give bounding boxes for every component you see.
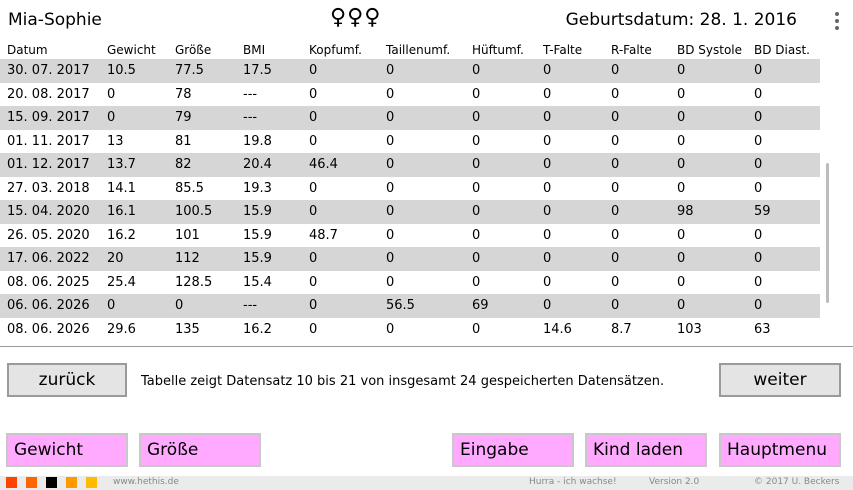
cell-r-fold: 0: [611, 227, 620, 243]
cell-height: 85.5: [175, 180, 204, 196]
cell-head: 0: [309, 106, 386, 130]
back-button[interactable]: zurück: [7, 363, 127, 397]
table-scrollbar[interactable]: [826, 163, 829, 303]
cell-bp-sys: 0: [677, 59, 754, 83]
cell-bp-dia: 63: [754, 321, 771, 337]
cell-r-fold: 8.7: [611, 321, 632, 337]
input-button[interactable]: Eingabe: [452, 433, 574, 467]
birthdate: Geburtsdatum: 28. 1. 2016: [565, 10, 797, 30]
cell-weight: 0: [107, 106, 175, 130]
cell-date: 17. 06. 2022: [0, 247, 107, 271]
cell-bp-sys: 98: [677, 200, 754, 224]
cell-waist: 56.5: [386, 294, 472, 318]
cell-date: 08. 06. 2026: [7, 321, 90, 337]
cell-date: 01. 11. 2017: [7, 133, 90, 149]
cell-t-fold: 0: [543, 294, 611, 318]
cell-head: 0: [309, 59, 386, 83]
cell-t-fold: 0: [543, 180, 552, 196]
cell-head: 0: [309, 200, 386, 224]
cell-bmi: 15.9: [243, 200, 309, 224]
cell-height: 77.5: [175, 59, 243, 83]
color-swatch: [66, 477, 77, 488]
cell-weight: 0: [107, 294, 175, 318]
cell-waist: 0: [386, 227, 395, 243]
col-head: Kopfumf.: [309, 42, 362, 57]
cell-bmi: ---: [243, 106, 309, 130]
cell-r-fold: 0: [611, 200, 677, 224]
cell-r-fold: 0: [611, 59, 677, 83]
cell-weight: 20: [107, 247, 175, 271]
vertical-dots-icon[interactable]: [833, 12, 841, 34]
cell-date: 26. 05. 2020: [7, 227, 90, 243]
table-header: [0, 40, 820, 59]
record-status: Tabelle zeigt Datensatz 10 bis 21 von insgesamt 24 gespeicherten Datensätzen.: [141, 374, 665, 389]
child-name: Mia-Sophie: [8, 10, 102, 30]
cell-hip: 0: [472, 227, 481, 243]
col-weight: Gewicht: [107, 42, 156, 57]
cell-date: 30. 07. 2017: [0, 59, 107, 83]
cell-t-fold: 0: [543, 153, 611, 177]
cell-waist: 0: [386, 247, 472, 271]
cell-weight: 13: [107, 133, 124, 149]
cell-head: 0: [309, 321, 318, 337]
cell-weight: 29.6: [107, 321, 136, 337]
cell-height: 79: [175, 106, 243, 130]
cell-height: 0: [175, 294, 243, 318]
cell-bp-dia: 0: [754, 227, 763, 243]
cell-bp-dia: 59: [754, 200, 820, 224]
cell-weight: 16.1: [107, 200, 175, 224]
cell-bp-dia: 0: [754, 294, 820, 318]
cell-hip: 0: [472, 59, 543, 83]
cell-r-fold: 0: [611, 106, 677, 130]
cell-date: 01. 12. 2017: [0, 153, 107, 177]
cell-date: 08. 06. 2025: [7, 274, 90, 290]
cell-bmi: 20.4: [243, 153, 309, 177]
cell-hip: 0: [472, 321, 481, 337]
footer: [0, 476, 853, 490]
cell-head: 0: [309, 133, 318, 149]
cell-weight: 13.7: [107, 153, 175, 177]
cell-height: 78: [175, 86, 192, 102]
cell-weight: 16.2: [107, 227, 136, 243]
measurements-table: [0, 40, 820, 341]
cell-t-fold: 0: [543, 86, 552, 102]
cell-height: 128.5: [175, 274, 213, 290]
col-bp-dia: BD Diast.: [754, 42, 810, 57]
cell-hip: 0: [472, 86, 481, 102]
header: [0, 0, 853, 40]
cell-bp-dia: 0: [754, 247, 820, 271]
cell-head: 0: [309, 274, 318, 290]
cell-date: 06. 06. 2026: [0, 294, 107, 318]
color-swatch: [26, 477, 37, 488]
cell-r-fold: 0: [611, 247, 677, 271]
col-bp-sys: BD Systole: [677, 42, 743, 57]
cell-bp-sys: 0: [677, 153, 754, 177]
version: Version 2.0: [649, 477, 700, 487]
cell-hip: 0: [472, 106, 543, 130]
cell-date: 20. 08. 2017: [7, 86, 90, 102]
load-child-button[interactable]: Kind laden: [585, 433, 707, 467]
cell-bp-dia: 0: [754, 86, 763, 102]
cell-height: 82: [175, 153, 243, 177]
table-row[interactable]: [0, 106, 820, 130]
cell-weight: 0: [107, 86, 116, 102]
table-row[interactable]: [0, 59, 820, 83]
cell-bmi: 19.3: [243, 180, 272, 196]
cell-r-fold: 0: [611, 294, 677, 318]
cell-height: 101: [175, 227, 200, 243]
cell-r-fold: 0: [611, 133, 620, 149]
table-row[interactable]: [0, 153, 820, 177]
cell-bp-sys: 0: [677, 227, 686, 243]
cell-bmi: ---: [243, 294, 309, 318]
table-row[interactable]: [0, 318, 820, 342]
cell-bp-dia: 0: [754, 153, 820, 177]
cell-bp-sys: 0: [677, 106, 754, 130]
cell-bp-dia: 0: [754, 106, 820, 130]
cell-bp-sys: 103: [677, 321, 702, 337]
cell-bp-dia: 0: [754, 274, 763, 290]
cell-height: 81: [175, 133, 192, 149]
cell-bp-dia: 0: [754, 59, 820, 83]
cell-bmi: ---: [243, 86, 258, 102]
col-bmi: BMI: [243, 42, 266, 57]
cell-waist: 0: [386, 59, 472, 83]
cell-t-fold: 0: [543, 274, 552, 290]
col-height: Größe: [175, 42, 212, 57]
cell-waist: 0: [386, 274, 395, 290]
col-date: Datum: [7, 42, 48, 57]
main-menu-button[interactable]: Hauptmenu: [719, 433, 841, 467]
divider: [0, 346, 853, 347]
cell-hip: 0: [472, 153, 543, 177]
cell-t-fold: 0: [543, 247, 611, 271]
forward-button[interactable]: weiter: [719, 363, 841, 397]
cell-bp-sys: 0: [677, 247, 754, 271]
cell-bp-sys: 0: [677, 180, 686, 196]
cell-bp-sys: 0: [677, 133, 686, 149]
cell-hip: 69: [472, 294, 543, 318]
table-row[interactable]: [0, 247, 820, 271]
cell-date: 27. 03. 2018: [7, 180, 90, 196]
cell-hip: 0: [472, 247, 543, 271]
cell-r-fold: 0: [611, 153, 677, 177]
cell-hip: 0: [472, 133, 481, 149]
cell-t-fold: 0: [543, 200, 611, 224]
table-row[interactable]: [0, 271, 820, 295]
cell-t-fold: 14.6: [543, 321, 572, 337]
cell-t-fold: 0: [543, 59, 611, 83]
col-r-fold: R-Falte: [611, 42, 652, 57]
cell-hip: 0: [472, 274, 481, 290]
color-swatch: [6, 477, 17, 488]
table-row[interactable]: [0, 200, 820, 224]
cell-t-fold: 0: [543, 106, 611, 130]
cell-bp-sys: 0: [677, 274, 686, 290]
cell-waist: 0: [386, 153, 472, 177]
website-link[interactable]: www.hethis.de: [113, 477, 179, 487]
height-button[interactable]: Größe: [139, 433, 261, 467]
cell-t-fold: 0: [543, 227, 552, 243]
cell-head: 0: [309, 86, 318, 102]
cell-t-fold: 0: [543, 133, 552, 149]
female-symbols-icon: ♀♀♀: [330, 5, 382, 30]
cell-weight: 14.1: [107, 180, 136, 196]
cell-r-fold: 0: [611, 86, 620, 102]
table-row[interactable]: [0, 130, 820, 154]
cell-waist: 0: [386, 86, 395, 102]
cell-bp-sys: 0: [677, 86, 686, 102]
cell-bmi: 17.5: [243, 59, 309, 83]
cell-hip: 0: [472, 180, 481, 196]
copyright: © 2017 U. Beckers: [754, 477, 840, 487]
cell-waist: 0: [386, 106, 472, 130]
cell-bmi: 15.4: [243, 274, 272, 290]
cell-bp-sys: 0: [677, 294, 754, 318]
cell-weight: 25.4: [107, 274, 136, 290]
cell-waist: 0: [386, 321, 395, 337]
cell-waist: 0: [386, 133, 395, 149]
cell-head: 46.4: [309, 153, 386, 177]
cell-hip: 0: [472, 200, 543, 224]
cell-date: 15. 04. 2020: [0, 200, 107, 224]
cell-height: 112: [175, 247, 243, 271]
cell-waist: 0: [386, 180, 395, 196]
cell-head: 0: [309, 247, 386, 271]
cell-waist: 0: [386, 200, 472, 224]
col-t-fold: T-Falte: [543, 42, 583, 57]
app-name: Hurra - ich wachse!: [529, 477, 617, 487]
cell-bmi: 19.8: [243, 133, 272, 149]
cell-bp-dia: 0: [754, 180, 763, 196]
cell-height: 100.5: [175, 200, 243, 224]
cell-head: 0: [309, 180, 318, 196]
table-row[interactable]: [0, 83, 820, 107]
cell-r-fold: 0: [611, 274, 620, 290]
table-row[interactable]: [0, 177, 820, 201]
cell-bmi: 15.9: [243, 247, 309, 271]
cell-head: 48.7: [309, 227, 338, 243]
cell-r-fold: 0: [611, 180, 620, 196]
cell-weight: 10.5: [107, 59, 175, 83]
table-row[interactable]: [0, 224, 820, 248]
weight-button[interactable]: Gewicht: [6, 433, 128, 467]
col-hip: Hüftumf.: [472, 42, 524, 57]
cell-date: 15. 09. 2017: [0, 106, 107, 130]
cell-bmi: 15.9: [243, 227, 272, 243]
color-swatch: [86, 477, 97, 488]
col-waist: Taillenumf.: [386, 42, 451, 57]
cell-bp-dia: 0: [754, 133, 763, 149]
cell-head: 0: [309, 294, 386, 318]
color-swatch: [46, 477, 57, 488]
cell-bmi: 16.2: [243, 321, 272, 337]
cell-height: 135: [175, 321, 200, 337]
table-row[interactable]: [0, 294, 820, 318]
